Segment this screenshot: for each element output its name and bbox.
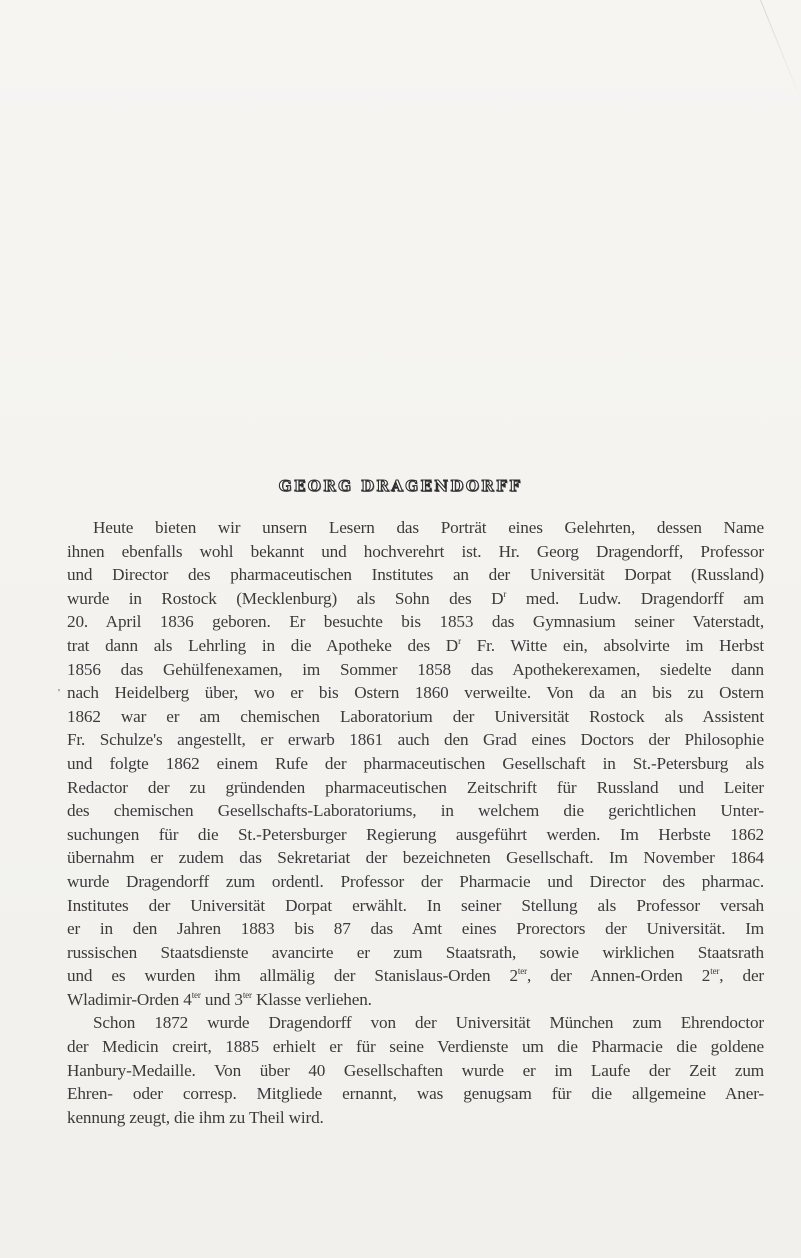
paper-crease <box>760 0 801 102</box>
text-line: er in den Jahren 1883 bis 87 das Amt eines Prorectors der Universität. Im <box>67 919 764 939</box>
text-line: Ehren- oder corresp. Mitgliede ernannt, was genugsam für die allgemeine Aner- <box>67 1084 764 1104</box>
text-line: suchungen für die St.-Petersburger Regierung ausgeführt werden. Im Herbste 1862 <box>67 824 764 844</box>
text-line: Wladimir-Orden $4^{ter}$ und $3^{ter}$ Klasse verliehen. <box>67 989 372 1009</box>
text-line: Fr. Schulze's angestellt, er erwarb 1861 auch den Grad eines Doctors der Philosophie <box>67 730 764 750</box>
text-line: Redactor der zu gründenden pharmaceutischen Zeitschrift für Russland und Leiter <box>67 777 764 797</box>
text-line: Heute bieten wir unsern Lesern das Porträt eines Gelehrten, dessen Name <box>93 518 764 537</box>
text-line: wurde in Rostock (Mecklenburg) als Sohn des $D^r$ med. Ludw. Dragendorff am <box>67 588 764 608</box>
text-line: wurde Dragendorff zum ordentl. Professor der Pharmacie und Director des pharmac. <box>67 871 764 891</box>
text-line: und Director des pharmaceutischen Institutes an der Universität Dorpat (Russland) <box>67 565 764 585</box>
text-line: Schon 1872 wurde Dragendorff von der Universität München zum Ehrendoctor <box>93 1013 764 1033</box>
text-line: 20. April 1836 geboren. Er besuchte bis 1853 das Gymnasium seiner Vaterstadt, <box>67 612 764 632</box>
article-heading: GEORG DRAGENDORFF <box>278 477 523 495</box>
text-line: und es wurden ihm allmälig der Stanislaus-Orden $2^{ter}$, der Annen-Orden $2^{ter}$, der <box>67 966 764 986</box>
text-line: Hanbury-Medaille. Von über 40 Gesellschaften wurde er im Laufe der Zeit zum <box>67 1060 764 1080</box>
text-line: nach Heidelberg über, wo er bis Ostern 1860 verweilte. Von da an bis zu Ostern <box>67 683 764 703</box>
text-line: und folgte 1862 einem Rufe der pharmaceutischen Gesellschaft in St.-Petersburg als <box>67 753 764 773</box>
text-line: kennung zeugt, die ihm zu Theil wird. <box>67 1107 324 1127</box>
text-line: russischen Staatsdienste avancirte er zum Staatsrath, sowie wirklichen Staatsrath <box>67 942 764 962</box>
text-line: des chemischen Gesellschafts-Laboratoriums, in welchem die gerichtlichen Unter- <box>67 801 764 821</box>
text-line: trat dann als Lehrling in die Apotheke des $D^r$ Fr. Witte ein, absolvirte im Herbst <box>67 635 764 655</box>
text-line: 1856 das Gehülfenexamen, im Sommer 1858 das Apothekerexamen, siedelte dann <box>67 659 764 679</box>
text-line: ihnen ebenfalls wohl bekannt und hochverehrt ist. Hr. Georg Dragendorff, Professor <box>67 541 764 561</box>
text-line: der Medicin creirt, 1885 erhielt er für seine Verdienste um die Pharmacie die goldene <box>67 1037 764 1057</box>
margin-mark: ' <box>58 687 60 699</box>
article-body <box>67 516 764 1129</box>
text-line: 1862 war er am chemischen Laboratorium der Universität Rostock als Assistent <box>67 706 764 726</box>
text-line: übernahm er zudem das Sekretariat der bezeichneten Gesellschaft. Im November 1864 <box>67 848 764 868</box>
text-line: Institutes der Universität Dorpat erwählt. In seiner Stellung als Professor versah <box>67 895 764 915</box>
